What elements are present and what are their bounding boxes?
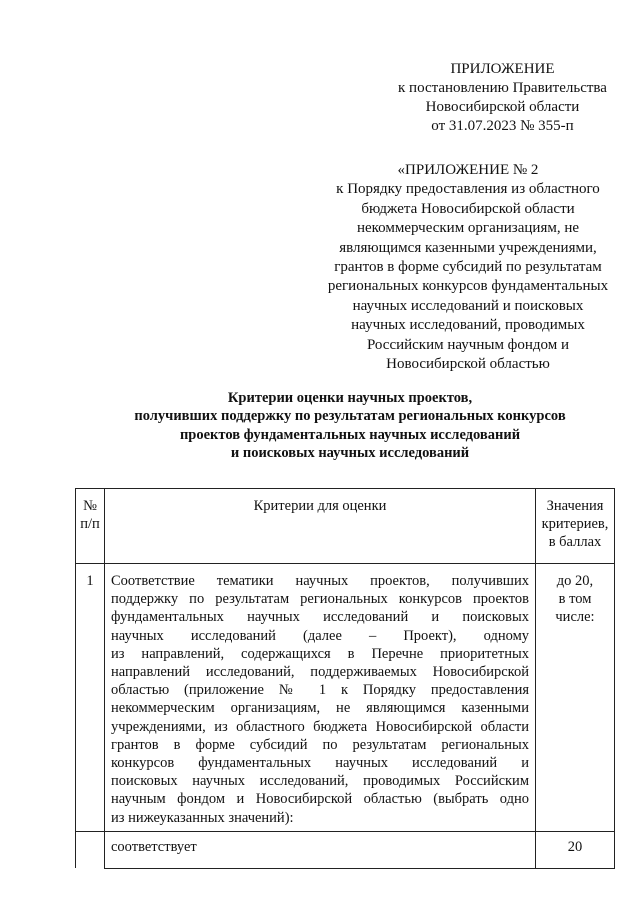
criteria-line: научным фондом и Новосибирской областью (выбрать одно <box>111 791 529 808</box>
row-value <box>536 564 615 832</box>
value-text: 20 <box>567 838 583 855</box>
criteria-text: соответствует <box>111 838 197 855</box>
appendix-line: региональных конкурсов фундаментальных <box>327 278 609 295</box>
title-line: Критерии оценки научных проектов, <box>227 390 473 406</box>
document-title <box>60 389 640 462</box>
row-number-empty <box>76 831 105 868</box>
title-line: получивших поддержку по результатам региональных конкурсов <box>134 408 566 425</box>
header-line: к постановлению Правительства <box>398 80 607 96</box>
header-criteria-label: Критерии для оценки <box>253 498 387 514</box>
header-number-line2: п/п <box>80 516 100 533</box>
appendix-line: являющимся казенными учреждениями, <box>339 239 597 256</box>
row-criteria <box>105 564 536 832</box>
appendix-line: Российским научным фондом и <box>366 336 570 353</box>
criteria-line: фундаментальных научных исследований и поисковых <box>111 609 529 626</box>
criteria-line: учреждениями, из областного бюджета Новосибирской области <box>111 718 529 735</box>
criteria-line: некоммерческим организациям, не являющимся казенными <box>111 700 529 717</box>
row-value <box>536 831 615 868</box>
table-row <box>76 564 615 832</box>
header-number-line1: № <box>83 498 97 514</box>
appendix-line: бюджета Новосибирской области <box>361 200 575 217</box>
header-value <box>536 489 615 564</box>
criteria-line: конкурсов фундаментальных научных исследований и <box>111 755 529 772</box>
title-line: и поисковых научных исследований <box>230 444 470 461</box>
appendix-line: «ПРИЛОЖЕНИЕ № 2 <box>397 162 539 178</box>
header-line: от 31.07.2023 № 355-п <box>431 118 574 134</box>
header-value-line2: критериев, <box>541 516 609 533</box>
header-line: ПРИЛОЖЕНИЕ <box>450 61 555 77</box>
appendix-line: некоммерческим организациям, не <box>356 220 580 237</box>
criteria-line: поисковых научных исследований, проводимых Российским <box>111 773 529 790</box>
criteria-line: Соответствие тематики научных проектов, получивших <box>111 573 529 589</box>
table-header-row <box>76 489 615 564</box>
header-criteria <box>105 489 536 564</box>
criteria-line: грантов в форме субсидий по результатам региональных <box>111 736 529 753</box>
criteria-line: поддержку по результатам региональных конкурсов проектов <box>111 591 529 608</box>
appendix-line: научных исследований, проводимых <box>351 317 585 334</box>
criteria-line: направлений исследований, поддерживаемых Новосибирской <box>111 664 529 681</box>
header-number <box>76 489 105 564</box>
header-line: Новосибирской области <box>425 99 580 115</box>
row-value-line3: числе: <box>555 609 595 626</box>
appendix-line: к Порядку предоставления из областного <box>336 181 600 198</box>
appendix-line: научных исследований и поисковых <box>352 297 584 314</box>
table-row <box>76 831 615 868</box>
header-value-line3: в баллах <box>548 534 602 551</box>
appendix-line: Новосибирской областью <box>386 356 550 373</box>
appendix-header <box>390 60 615 136</box>
criteria-line: областью (приложение № 1 к Порядку предоставления <box>111 682 529 699</box>
header-value-line1: Значения <box>546 498 604 514</box>
title-line: проектов фундаментальных научных исследований <box>179 426 521 443</box>
criteria-line-last: из нижеуказанных значений): <box>111 809 294 826</box>
criteria-table <box>75 488 615 869</box>
row-value-line2: в том <box>558 591 592 608</box>
row-value-line1: до 20, <box>556 573 594 589</box>
row-criteria <box>105 831 536 868</box>
criteria-line: из направлений, содержащихся в Перечне приоритетных <box>111 645 529 662</box>
appendix-2-header <box>318 161 618 374</box>
criteria-line: научных исследований (далее – Проект), одному <box>111 627 529 644</box>
row-number: 1 <box>76 564 105 832</box>
appendix-line: грантов в форме субсидий по результатам <box>334 259 602 276</box>
